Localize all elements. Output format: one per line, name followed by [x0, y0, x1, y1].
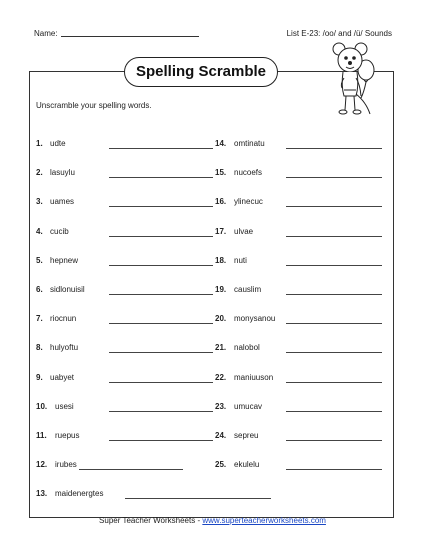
answer-line[interactable] [109, 352, 213, 353]
item-number: 16. [215, 197, 227, 207]
answer-line[interactable] [109, 440, 213, 441]
scrambled-word: hepnew [50, 255, 79, 265]
scrambled-word: omtinatu [234, 139, 265, 148]
list-item [215, 314, 415, 326]
answer-line[interactable] [109, 411, 213, 412]
name-label: Name: [34, 29, 58, 38]
list-item [215, 402, 415, 414]
answer-line[interactable] [286, 323, 382, 324]
answer-line[interactable] [79, 469, 183, 470]
item-number: 17. [215, 226, 227, 236]
item-number: 8. [36, 343, 43, 353]
answer-line[interactable] [286, 382, 382, 383]
item-number: 25. [215, 460, 227, 470]
scrambled-word: monysanou [234, 314, 276, 324]
scrambled-word: nucoefs [234, 168, 263, 178]
scrambled-word: uabyet [50, 372, 75, 382]
answer-line[interactable] [286, 148, 382, 149]
list-item [36, 343, 236, 355]
item-number: 4. [36, 226, 43, 236]
footer-link[interactable]: www.superteacherworksheets.com [202, 516, 326, 525]
page-title: Spelling Scramble [124, 57, 278, 87]
item-number: 12. [36, 460, 48, 470]
answer-line[interactable] [286, 411, 382, 412]
item-number: 14. [215, 139, 227, 148]
scrambled-word: udte [50, 139, 66, 148]
list-item [215, 168, 415, 180]
scrambled-word: ylinecuc [234, 197, 263, 207]
scrambled-word: umucav [234, 401, 263, 411]
item-number: 7. [36, 314, 43, 324]
answer-line[interactable] [109, 294, 213, 295]
answer-line[interactable] [286, 469, 382, 470]
instructions: Unscramble your spelling words. [36, 101, 152, 110]
list-item [36, 168, 236, 180]
list-item [215, 256, 415, 268]
item-number: 11. [36, 431, 47, 440]
scrambled-word: maniuuson [234, 372, 274, 382]
scrambled-word: maidenergtes [55, 489, 104, 499]
list-item [36, 489, 236, 501]
scrambled-word: irubes [55, 460, 77, 470]
scrambled-word: causlim [234, 285, 262, 294]
list-item [36, 402, 236, 414]
list-item [36, 285, 236, 297]
answer-line[interactable] [286, 352, 382, 353]
answer-line[interactable] [109, 206, 213, 207]
item-number: 10. [36, 401, 48, 411]
scrambled-word: nuti [234, 255, 247, 265]
answer-line[interactable] [109, 236, 213, 237]
item-number: 6. [36, 285, 43, 294]
list-item [36, 197, 236, 209]
name-field [34, 29, 199, 38]
item-number: 21. [215, 343, 227, 353]
list-item [36, 139, 236, 151]
list-item [215, 373, 415, 385]
list-item [36, 373, 236, 385]
scrambled-word: uames [50, 197, 75, 207]
answer-line[interactable] [109, 177, 213, 178]
list-item [36, 314, 236, 326]
item-number: 24. [215, 431, 227, 440]
scrambled-word: riocnun [50, 314, 77, 324]
item-number: 20. [215, 314, 227, 324]
item-number: 22. [215, 372, 227, 382]
cartoon-mouse-with-balloon-icon [328, 40, 384, 124]
scrambled-word: sepreu [234, 431, 259, 440]
item-number: 19. [215, 285, 227, 294]
list-item [215, 343, 415, 355]
footer-text: Super Teacher Worksheets - [99, 516, 203, 525]
item-number: 18. [215, 255, 227, 265]
item-number: 2. [36, 168, 43, 178]
answer-line[interactable] [286, 206, 382, 207]
item-number: 3. [36, 197, 43, 207]
scrambled-word: cucib [50, 226, 69, 236]
scrambled-word: ruepus [55, 431, 80, 440]
answer-line[interactable] [286, 265, 382, 266]
scrambled-word: ekulelu [234, 460, 260, 470]
answer-line[interactable] [286, 294, 382, 295]
answer-line[interactable] [109, 148, 213, 149]
scrambled-word: sidlonuisil [50, 285, 85, 294]
list-item [36, 431, 236, 443]
list-item [36, 256, 236, 268]
list-item [215, 197, 415, 209]
name-write-line[interactable] [61, 36, 199, 37]
list-item [215, 460, 415, 472]
answer-line[interactable] [286, 440, 382, 441]
item-number: 1. [36, 139, 43, 148]
list-item [36, 227, 236, 239]
answer-line[interactable] [109, 382, 213, 383]
list-item [215, 431, 415, 443]
item-number: 13. [36, 489, 48, 499]
footer [0, 516, 425, 525]
list-label: List E-23: /oo/ and /ü/ Sounds [286, 29, 392, 38]
scrambled-word: nalobol [234, 343, 260, 353]
answer-line[interactable] [109, 265, 213, 266]
scrambled-word: hulyoftu [50, 343, 79, 353]
scrambled-word: ulvae [234, 226, 254, 236]
list-item [215, 227, 415, 239]
item-number: 9. [36, 372, 43, 382]
answer-line[interactable] [109, 323, 213, 324]
answer-line[interactable] [125, 498, 271, 499]
answer-line[interactable] [286, 177, 382, 178]
list-item [215, 285, 415, 297]
item-number: 5. [36, 255, 43, 265]
scrambled-word: lasuylu [50, 168, 75, 178]
list-item [215, 139, 415, 151]
scrambled-word: usesi [55, 401, 74, 411]
list-item [36, 460, 236, 472]
item-number: 15. [215, 168, 227, 178]
item-number: 23. [215, 401, 227, 411]
answer-line[interactable] [286, 236, 382, 237]
